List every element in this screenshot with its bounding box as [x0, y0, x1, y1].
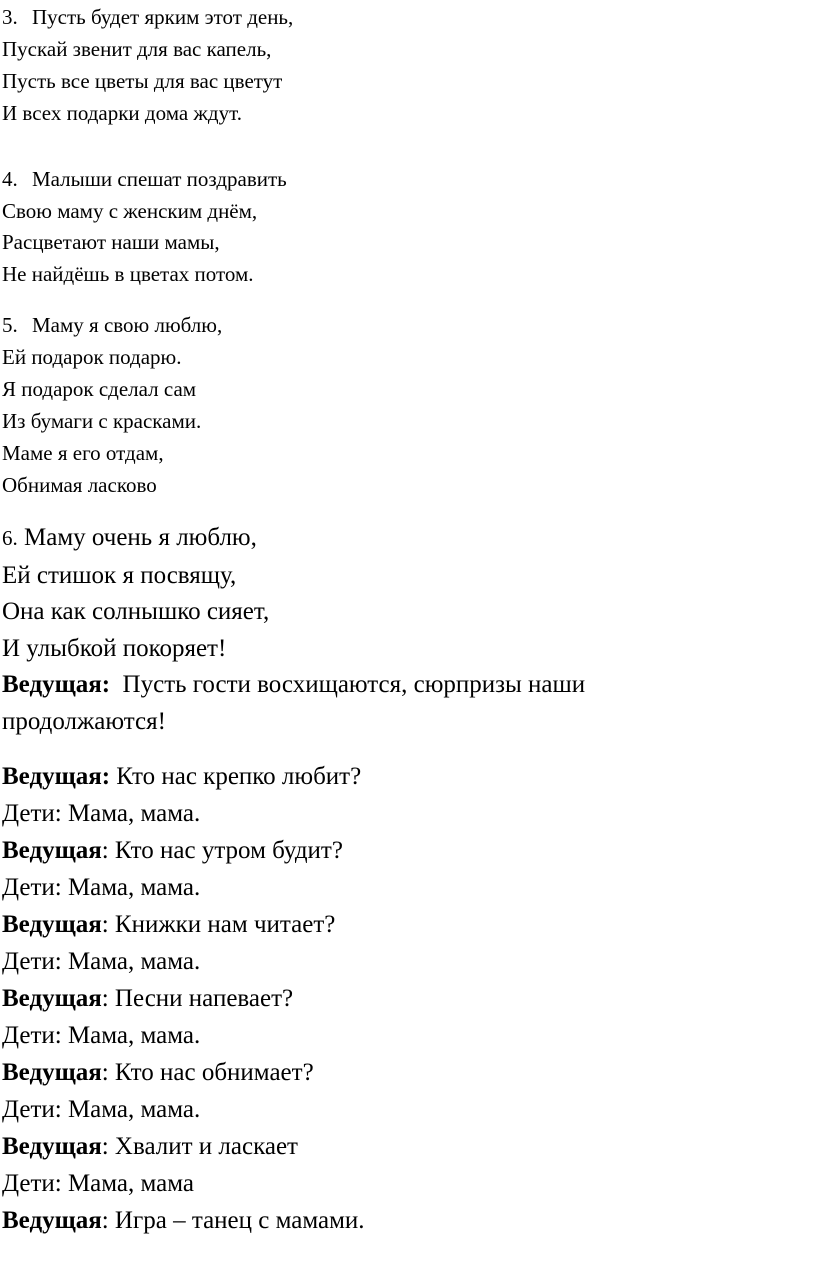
stanza-6-line-4: И улыбкой покоряет!	[2, 635, 227, 662]
dialogue-line-7	[2, 984, 293, 1014]
dialogue-line-9	[2, 1058, 314, 1088]
stanza-6-line-1	[2, 523, 257, 553]
host-speaker-label: Ведущая	[2, 837, 102, 864]
stanza-4-text: Малыши спешат поздравить	[32, 167, 287, 191]
host-speaker-label: Ведущая	[2, 1059, 102, 1086]
children-response: Дети: Мама, мама.	[2, 1096, 201, 1123]
stanza-6-line-2: Ей стишок я посвящу,	[2, 562, 237, 589]
children-response: Дети: Мама, мама	[2, 1170, 195, 1197]
stanza-5-line-4: Из бумаги с красками.	[2, 409, 202, 433]
host-question: : Кто нас утром будит?	[101, 837, 343, 864]
stanza-4-line-3: Расцветают наши мамы,	[2, 230, 220, 254]
stanza-3-line-2: Пускай звенит для вас капель,	[2, 37, 272, 61]
dialogue-line-3	[2, 836, 343, 866]
children-response: Дети: Мама, мама.	[2, 948, 201, 975]
dialogue-line-11	[2, 1132, 298, 1162]
host-speaker-label: Ведущая	[2, 1207, 102, 1234]
stanza-3-line-4: И всех подарки дома ждут.	[2, 101, 242, 125]
stanza-5-line-2: Ей подарок подарю.	[2, 345, 182, 369]
stanza-3-number: 3.	[2, 5, 18, 29]
host-question: : Хвалит и ласкает	[101, 1133, 298, 1160]
host-intro-line-1	[2, 670, 585, 700]
stanza-6-text: Маму очень я люблю,	[24, 524, 257, 551]
host-speaker-label: Ведущая	[2, 1133, 102, 1160]
stanza-5-text: Маму я свою люблю,	[32, 313, 223, 337]
host-question: : Кто нас обнимает?	[101, 1059, 314, 1086]
stanza-5-number: 5.	[2, 313, 18, 337]
host-speaker-label: Ведущая:	[2, 763, 111, 790]
host-speaker-label: Ведущая	[2, 911, 102, 938]
children-response: Дети: Мама, мама.	[2, 1022, 201, 1049]
stanza-3-line-1	[2, 5, 293, 29]
children-response: Дети: Мама, мама.	[2, 800, 201, 827]
host-speaker-label: Ведущая:	[2, 671, 111, 698]
stanza-5-line-6: Обнимая ласково	[2, 473, 157, 497]
stanza-4-number: 4.	[2, 167, 18, 191]
host-announcement: : Игра – танец с мамами.	[101, 1207, 365, 1234]
stanza-6-line-3: Она как солнышко сияет,	[2, 598, 270, 625]
host-question: : Песни напевает?	[101, 985, 294, 1012]
host-question: Кто нас крепко любит?	[116, 763, 362, 790]
stanza-3-line-3: Пусть все цветы для вас цветут	[2, 69, 283, 93]
stanza-3-text: Пусть будет ярким этот день,	[32, 5, 294, 29]
host-intro-text: Пусть гости восхищаются, сюрпризы наши	[122, 671, 586, 698]
stanza-4-line-2: Свою маму с женским днём,	[2, 199, 258, 223]
host-speaker-label: Ведущая	[2, 985, 102, 1012]
stanza-4-line-4: Не найдёшь в цветах потом.	[2, 262, 254, 286]
stanza-5-line-3: Я подарок сделал сам	[2, 377, 197, 401]
stanza-5-line-1	[2, 313, 222, 337]
host-question: : Книжки нам читает?	[101, 911, 336, 938]
host-intro-line-2: продолжаются!	[2, 708, 166, 735]
dialogue-line-13	[2, 1206, 365, 1236]
stanza-4-line-1	[2, 167, 287, 191]
children-response: Дети: Мама, мама.	[2, 874, 201, 901]
dialogue-line-5	[2, 910, 335, 940]
stanza-5-line-5: Маме я его отдам,	[2, 441, 164, 465]
dialogue-line-1	[2, 762, 361, 792]
stanza-6-number: 6.	[2, 526, 18, 550]
